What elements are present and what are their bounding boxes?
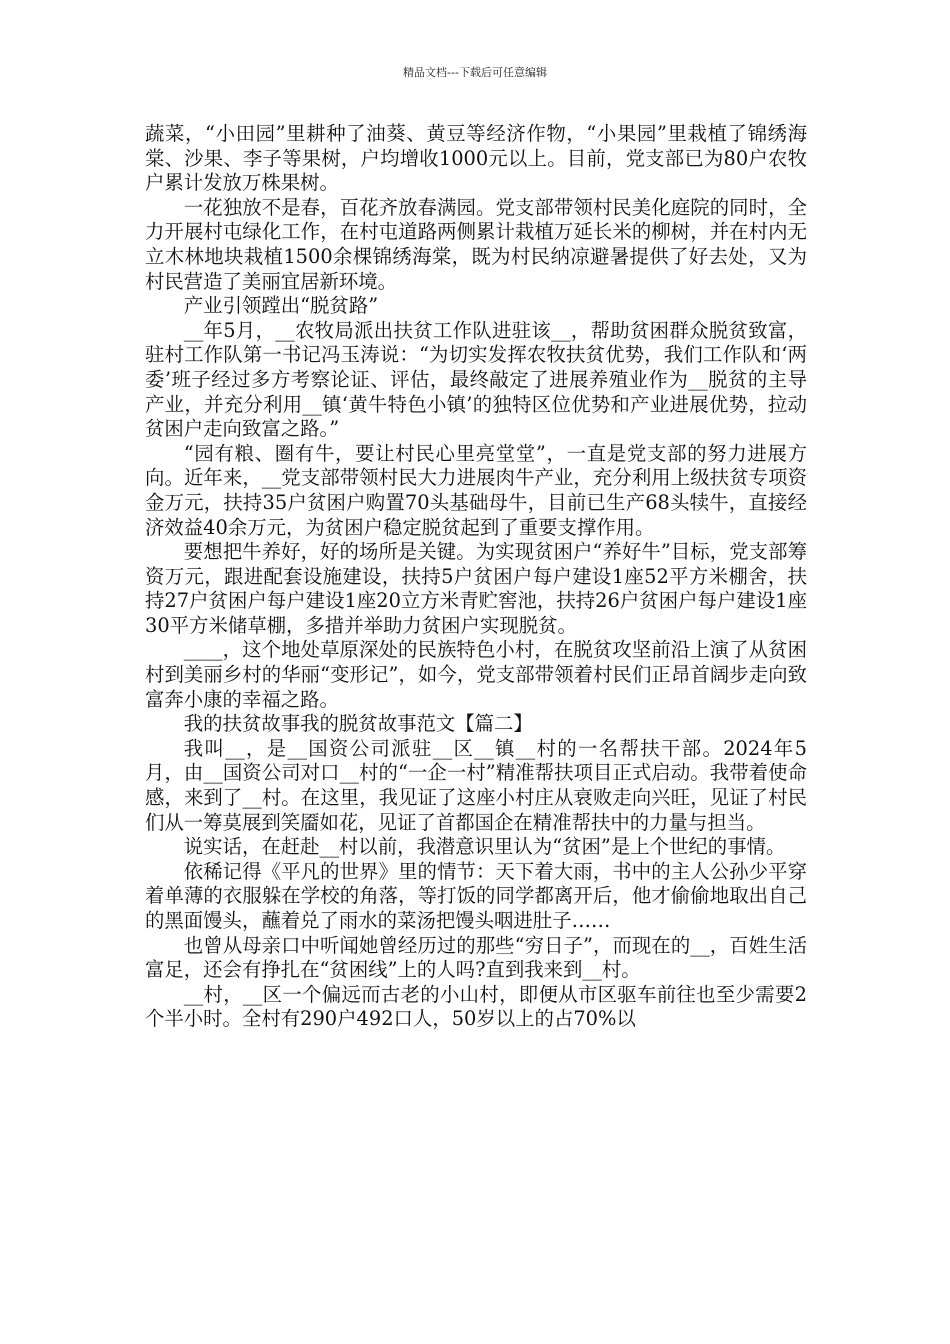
paragraph: __年5月，__农牧局派出扶贫工作队进驻该__，帮助贫困群众脱贫致富，驻村工作队第一书记冯玉涛说：“为切实发挥农牧扶贫优势，我们工作队和‘两委’班子经过多方考察论证、评估，最终敲定了进展养殖业作为__脱贫的主导产业，并充分利用__镇‘黄牛特色小镇’的独特区位优势和产业进展优势，拉动贫困户走向致富之路。” [145, 318, 807, 441]
document-body [145, 122, 807, 1032]
paragraph: 我的扶贫故事我的脱贫故事范文【篇二】 [183, 712, 533, 736]
paragraph: 要想把牛养好，好的场所是关键。为实现贫困户“养好牛”目标，党支部筹资万元，跟进配套设施建设，扶持5户贫困户每户建设1座52平方米棚舍，扶持27户贫困户每户建设1座20立方米青贮窖池，扶持26户贫困户每户建设1座30平方米储草棚，多措并举助力贫困户实现脱贫。 [145, 540, 807, 637]
page-header: 精品文档---下载后可任意编辑 [403, 66, 547, 79]
paragraph: 我叫__，是__国资公司派驻__区__镇__村的一名帮扶干部。2024年5月，由__国资公司对口__村的“一企一村”精准帮扶项目正式启动。我带着使命感，来到了__村。在这里，我见证了这座小村庄从衰败走向兴旺，见证了村民们从一筹莫展到笑靥如花，见证了首都国企在精准帮扶中的力量与担当。 [145, 736, 807, 834]
paragraph: 一花独放不是春，百花齐放春满园。党支部带领村民美化庭院的同时，全力开展村屯绿化工作，在村屯道路两侧累计栽植万延长米的柳树，并在村内无立木林地块栽植1500余棵锦绣海棠，既为村民纳凉避暑提供了好去处，又为村民营造了美丽宜居新环境。 [145, 195, 807, 293]
paragraph: 产业引领蹚出“脱贫路” [183, 294, 379, 318]
paragraph: __村，__区一个偏远而古老的小山村，即便从市区驱车前往也至少需要2个半小时。全村有290户492口人，50岁以上的占70%以 [145, 982, 807, 1031]
paragraph: 说实话，在赶赴__村以前，我潜意识里认为“贫困”是上个世纪的事情。 [183, 835, 786, 859]
paragraph: 蔬菜，“小田园”里耕种了油葵、黄豆等经济作物，“小果园”里栽植了锦绣海棠、沙果、李子等果树，户均增收1000元以上。目前，党支部已为80户农牧户累计发放万株果树。 [145, 122, 807, 195]
paragraph: “园有粮、圈有牛，要让村民心里亮堂堂”，一直是党支部的努力进展方向。近年来，__党支部带领村民大力进展肉牛产业，充分利用上级扶贫专项资金万元，扶持35户贫困户购置70头基础母牛，目前已生产68头犊牛，直接经济效益40余万元，为贫困户稳定脱贫起到了重要支撑作用。 [145, 441, 807, 539]
paragraph: ____，这个地处草原深处的民族特色小村，在脱贫攻坚前沿上演了从贫困村到美丽乡村的华丽“变形记”，如今，党支部带领着村民们正昂首阔步走向致富奔小康的幸福之路。 [145, 638, 807, 711]
paragraph: 依稀记得《平凡的世界》里的情节：天下着大雨，书中的主人公孙少平穿着单薄的衣服躲在学校的角落，等打饭的同学都离开后，他才偷偷地取出自己的黑面馒头，蘸着兑了雨水的菜汤把馒头咽进肚子…… [145, 859, 807, 932]
paragraph: 也曾从母亲口中听闻她曾经历过的那些“穷日子”，而现在的__，百姓生活富足，还会有挣扎在“贫困线”上的人吗?直到我来到__村。 [145, 933, 807, 982]
